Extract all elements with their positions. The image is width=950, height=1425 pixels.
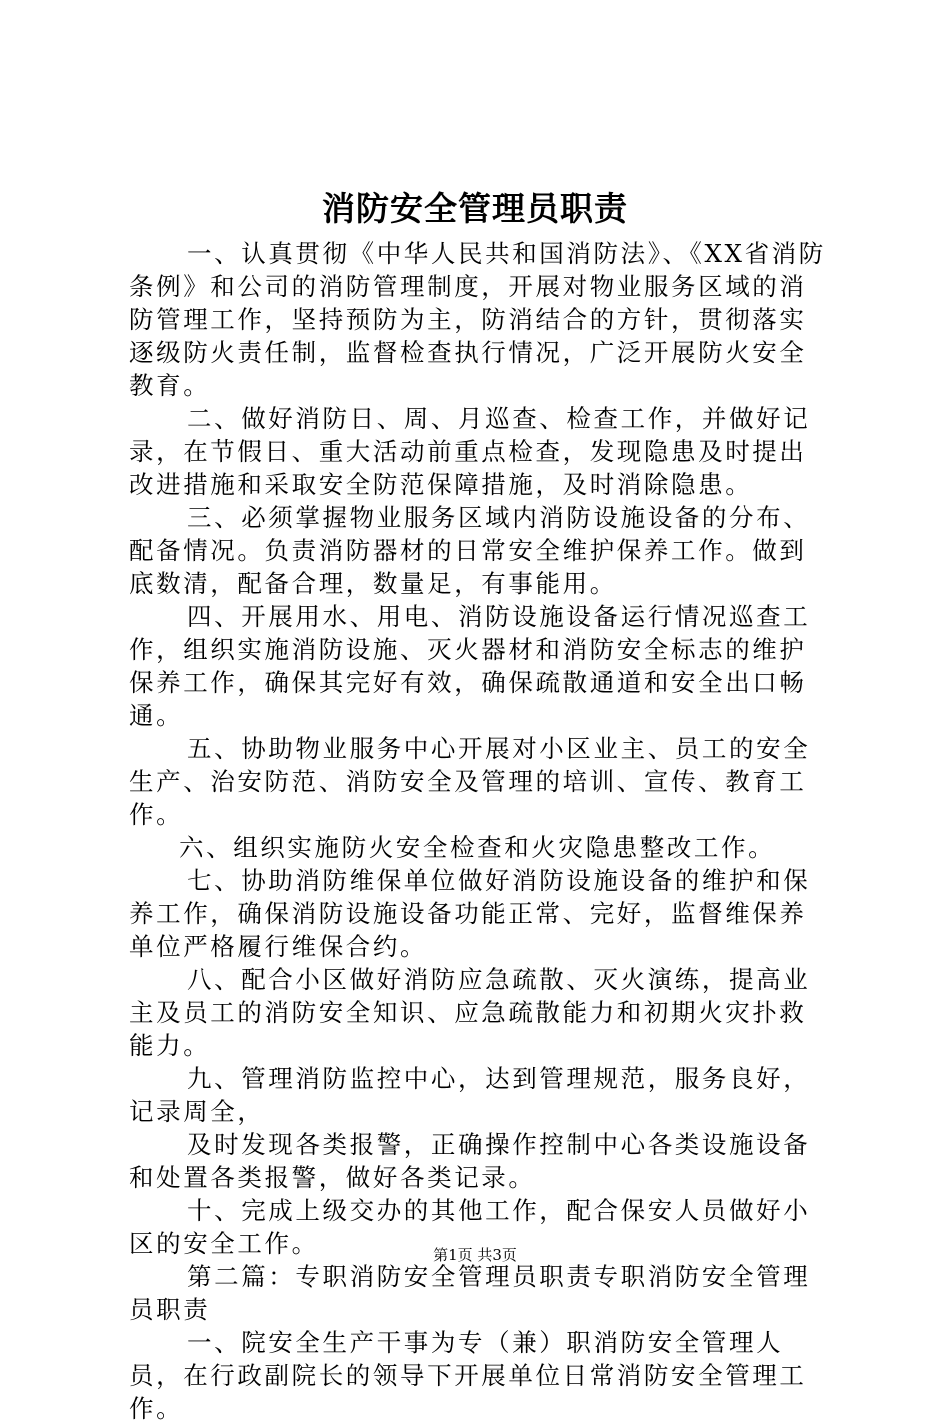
paragraph-4: 四、开展用水、用电、消防设施设备运行情况巡查工作，组织实施消防设施、灭火器材和消防安全标志的维护保养工作，确保其完好有效，确保疏散通道和安全出口畅通。	[129, 602, 811, 730]
paragraph-13: 一、院安全生产干事为专（兼）职消防安全管理人员，在行政副院长的领导下开展单位日常消防安全管理工作。	[129, 1328, 807, 1423]
paragraph-7: 七、协助消防维保单位做好消防设施设备的维护和保养工作，确保消防设施设备功能正常、完好，监督维保养单位严格履行维保合约。	[129, 866, 811, 961]
paragraph-12: 第二篇：专职消防安全管理员职责专职消防安全管理员职责	[129, 1262, 811, 1324]
paragraph-5: 五、协助物业服务中心开展对小区业主、员工的安全生产、治安防范、消防安全及管理的培训、宣传、教育工作。	[129, 734, 811, 829]
paragraph-6: 六、组织实施防火安全检查和火灾隐患整改工作。	[179, 833, 776, 862]
paragraph-2: 二、做好消防日、周、月巡查、检查工作，并做好记录，在节假日、重大活动前重点检查，发现隐患及时提出改进措施和采取安全防范保障措施，及时消除隐患。	[129, 404, 811, 499]
paragraph-10: 及时发现各类报警，正确操作控制中心各类设施设备和处置各类报警，做好各类记录。	[129, 1130, 811, 1192]
paragraph-11: 十、完成上级交办的其他工作，配合保安人员做好小区的安全工作。	[129, 1196, 811, 1258]
page-footer: 第1页 共3页	[433, 1246, 517, 1264]
document-title: 消防安全管理员职责	[322, 189, 628, 228]
paragraph-9: 九、管理消防监控中心，达到管理规范，服务良好，记录周全，	[129, 1064, 811, 1126]
paragraph-1: 一、认真贯彻《中华人民共和国消防法》、《XX省消防条例》和公司的消防管理制度，开展对物业服务区域的消防管理工作，坚持预防为主，防消结合的方针，贯彻落实逐级防火责任制，监督检查执行情况，广泛开展防火安全教育。	[129, 239, 826, 400]
paragraph-3: 三、必须掌握物业服务区域内消防设施设备的分布、配备情况。负责消防器材的日常安全维护保养工作。做到底数清，配备合理，数量足，有事能用。	[129, 503, 811, 598]
paragraph-8: 八、配合小区做好消防应急疏散、灭火演练，提高业主及员工的消防安全知识、应急疏散能力和初期火灾扑救能力。	[129, 965, 811, 1060]
